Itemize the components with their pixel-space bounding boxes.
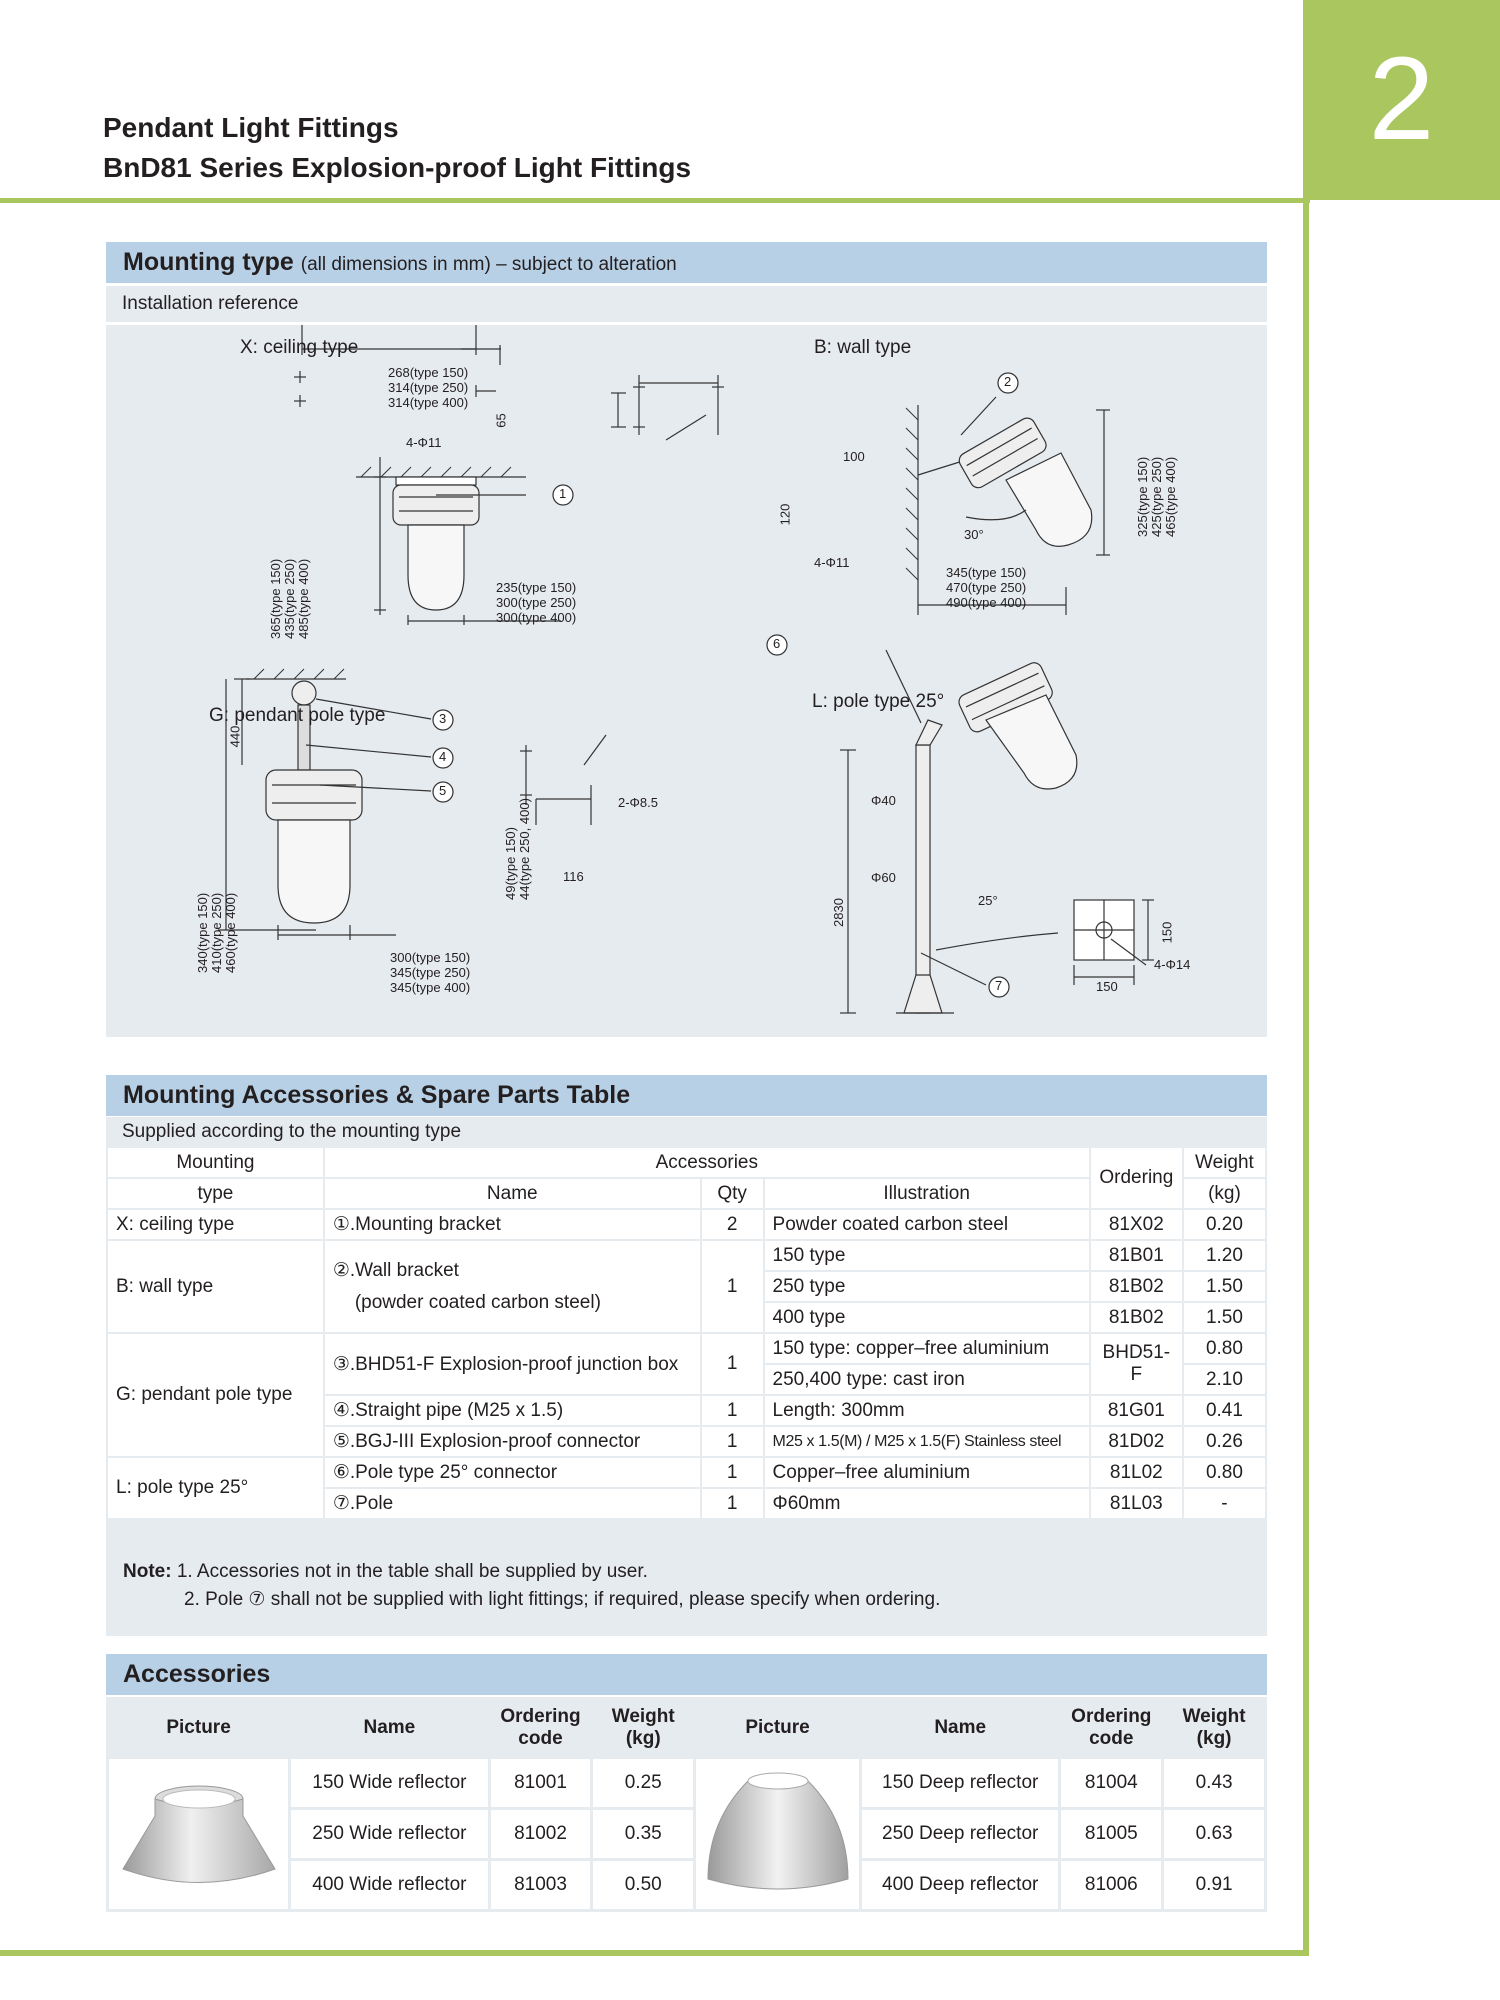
parts-table-area — [106, 1146, 1267, 1636]
table-row: 400 Wide reflector 81003 0.50 400 Deep reflector 81006 0.91 — [109, 1861, 1264, 1909]
ceiling-holes-dimension: 4-Φ11 — [406, 435, 442, 450]
accessories-section-header — [106, 1654, 1267, 1695]
footer-rule — [0, 1950, 1309, 1956]
wide-reflector-picture — [109, 1759, 288, 1909]
header-ordering: Ordering — [1091, 1148, 1182, 1208]
wall-100-dimension: 100 — [843, 449, 865, 464]
callout-1: 1 — [559, 486, 567, 501]
callout-4: 4 — [439, 749, 447, 764]
page-subtitle: BnD81 Series Explosion-proof Light Fittings — [103, 152, 692, 183]
table-row: ④.Straight pipe (M25 x 1.5) 1 Length: 300mm 81G01 0.41 — [108, 1396, 1265, 1425]
page-number: 2 — [1368, 33, 1435, 165]
mounting-heading-note: (all dimensions in mm) – subject to alteration — [300, 254, 677, 275]
pendant-holes-dimension: 2-Φ8.5 — [618, 795, 659, 810]
base-150-horizontal: 150 — [1096, 979, 1118, 994]
installation-reference-row — [106, 286, 1267, 322]
note-1: Note: 1. Accessories not in the table shall be supplied by user. — [123, 1561, 648, 1582]
table-row: 250,400 type: cast iron 2.10 — [108, 1365, 1265, 1394]
wall-120-dimension: 120 — [777, 503, 793, 526]
header-weight: Weight — [1184, 1148, 1265, 1177]
callout-3: 3 — [439, 711, 447, 726]
pole-type-label: L: pole type 25° — [812, 691, 945, 712]
table-row: 150 Wide reflector 81001 0.25 150 Deep reflector 81004 0.43 — [109, 1759, 1264, 1807]
installation-reference-label: Installation reference — [122, 293, 299, 314]
wall-type-label: B: wall type — [814, 337, 912, 358]
wall-type-drawing — [611, 373, 1110, 615]
accessories-heading: Accessories — [123, 1660, 271, 1688]
callout-2: 2 — [1004, 374, 1012, 389]
callout-6: 6 — [773, 636, 781, 651]
ceiling-65-dimension: 65 — [493, 413, 509, 428]
table-row: 250 Wide reflector 81002 0.35 250 Deep reflector 81005 0.63 — [109, 1810, 1264, 1858]
table-row: ⑤.BGJ-III Explosion-proof connector 1 M25 x 1.5(M) / M25 x 1.5(F) Stainless steel 81D02 0.26 — [108, 1427, 1265, 1456]
page-title: Pendant Light Fittings — [103, 112, 399, 143]
ceiling-height-dimension: 365(type 150) 435(type 250) 485(type 400) — [268, 558, 311, 639]
pole-2830-dimension: 2830 — [830, 898, 846, 927]
parts-subheading: Supplied according to the mounting type — [122, 1121, 462, 1142]
base-holes-dimension: 4-Φ14 — [1154, 957, 1191, 972]
header-qty: Qty — [702, 1179, 763, 1208]
table-row: X: ceiling type ①.Mounting bracket 2 Powder coated carbon steel 81X02 0.20 — [108, 1210, 1265, 1239]
deep-reflector-image — [703, 1761, 853, 1901]
pendant-spacing-dimension: 49(type 150) 44(type 250, 400) — [503, 798, 532, 900]
note-2: 2. Pole ⑦ shall not be supplied with light fittings; if required, please specify when ordering. — [184, 1589, 941, 1610]
parts-heading: Mounting Accessories & Spare Parts Table — [123, 1081, 631, 1109]
wide-reflector-image — [119, 1761, 279, 1901]
table-header-row — [108, 1148, 1265, 1177]
table-row: ⑦.Pole 1 Φ60mm 81L03 - — [108, 1489, 1265, 1518]
header-type: type — [108, 1179, 323, 1208]
header-mounting: Mounting — [108, 1148, 323, 1177]
right-rule — [1303, 198, 1309, 1956]
mounting-drawings — [106, 325, 1267, 1037]
header-illustration: Illustration — [765, 1179, 1089, 1208]
table-row: G: pendant pole type ③.BHD51-F Explosion-proof junction box 1 150 type: copper–free aluminium BHD51-F 0.80 — [108, 1334, 1265, 1363]
table-row: L: pole type 25° ⑥.Pole type 25° connector 1 Copper–free aluminium 81L02 0.80 — [108, 1458, 1265, 1487]
callout-5: 5 — [439, 783, 447, 798]
deep-reflector-picture — [696, 1759, 859, 1909]
wall-bracket-name: ②.Wall bracket (powder coated carbon steel) — [325, 1241, 700, 1332]
callout-7: 7 — [995, 978, 1003, 993]
mounting-drawings-svg — [106, 325, 1267, 1037]
pendant-type-label: G: pendant pole type — [209, 705, 386, 726]
table-row: 400 type 81B02 1.50 — [108, 1303, 1265, 1332]
parts-table — [106, 1146, 1267, 1520]
pendant-116-dimension: 116 — [563, 869, 584, 884]
wall-reach-dimension: 345(type 150) 470(type 250) 490(type 400) — [946, 565, 1027, 610]
base-150-vertical: 150 — [1159, 921, 1175, 944]
pole-angle: 25° — [978, 893, 998, 908]
table-row: B: wall type ②.Wall bracket (powder coated carbon steel) 1 150 type 81B01 1.20 — [108, 1241, 1265, 1270]
parts-section-header — [106, 1075, 1267, 1116]
wall-angle: 30° — [964, 527, 984, 542]
mounting-section-header — [106, 242, 1267, 283]
pole-d60-dimension: Φ60 — [871, 870, 896, 885]
pendant-width-dimension: 300(type 150) 345(type 250) 345(type 400) — [390, 950, 471, 995]
pole-d40-dimension: Φ40 — [871, 793, 896, 808]
pendant-height-dimension: 340(type 150) 410(type 250) 460(type 400) — [195, 892, 238, 973]
header-name: Name — [325, 1179, 700, 1208]
header-rule — [0, 198, 1310, 203]
mounting-heading: Mounting type — [123, 248, 294, 276]
accessories-header-row: Picture Name Ordering code Weight (kg) Picture Name Ordering code Weight (kg) — [109, 1700, 1264, 1756]
parts-subheading-row — [106, 1117, 1267, 1148]
wall-height-dimension: 325(type 150) 425(type 250) 465(type 400) — [1135, 456, 1178, 537]
table-row: 250 type 81B02 1.50 — [108, 1272, 1265, 1301]
ceiling-top-dimension: 268(type 150) 314(type 250) 314(type 400) — [388, 365, 469, 410]
ceiling-type-label: X: ceiling type — [240, 337, 359, 358]
accessories-table — [106, 1697, 1267, 1912]
wall-holes-dimension: 4-Φ11 — [814, 555, 850, 570]
ceiling-width-dimension: 235(type 150) 300(type 250) 300(type 400) — [496, 580, 577, 625]
pendant-440-dimension: 440 — [227, 725, 243, 748]
header-kg: (kg) — [1184, 1179, 1265, 1208]
header-accessories: Accessories — [325, 1148, 1089, 1177]
